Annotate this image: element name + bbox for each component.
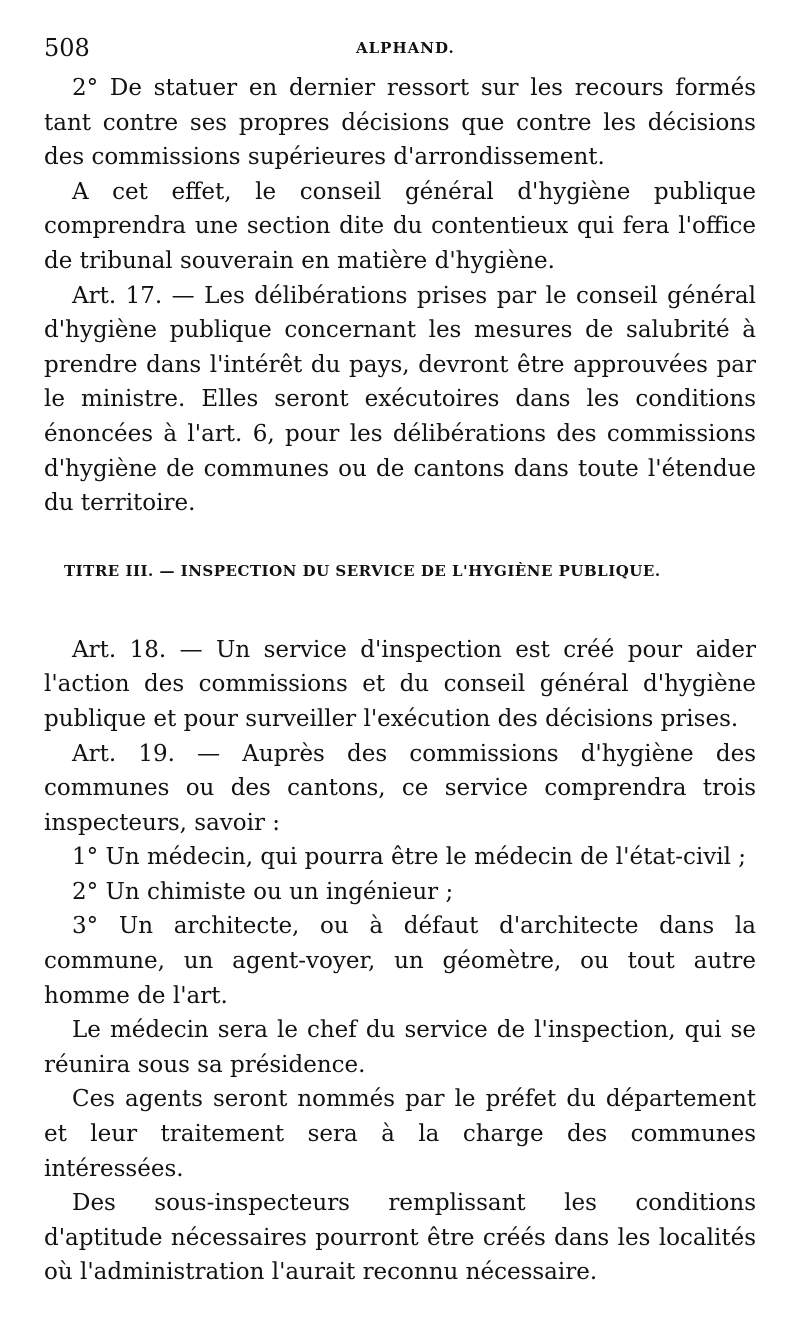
paragraph: Ces agents seront nommés par le préfet du département et leur traitement sera à la charge des communes intéressées. <box>44 1086 756 1182</box>
running-title: ALPHAND. <box>356 39 455 57</box>
paragraph: A cet effet, le conseil général d'hygiène publique comprendra une section dite du contentieux qui fera l'office de tribunal souverain en matière d'hygiène. <box>44 178 756 274</box>
page-body <box>44 71 756 1290</box>
running-header <box>44 34 756 66</box>
list-item: 2° Un chimiste ou un ingénieur ; <box>72 878 454 905</box>
list-item: 1° Un médecin, qui pourra être le médecin de l'état-civil ; <box>72 844 747 871</box>
paragraph: Art. 19. — Auprès des commissions d'hygiène des communes ou des cantons, ce service comprendra trois inspecteurs, savoir : <box>44 740 756 836</box>
paragraph: Art. 17. — Les délibérations prises par le conseil général d'hygiène publique concernant les mesures de salubrité à prendre dans l'intérêt du pays, devront être approuvées par le ministre. Elles seront exécutoires dans les conditions énoncées à l'art. 6, pour les délibérations des commissions d'hygiène de communes ou de cantons dans toute l'étendue du territoire. <box>44 282 756 517</box>
section-title: TITRE III. — INSPECTION DU SERVICE DE L'HYGIÈNE PUBLIQUE. <box>64 561 661 580</box>
list-item: 3° Un architecte, ou à défaut d'architecte dans la commune, un agent-voyer, un géomètre, ou tout autre homme de l'art. <box>44 913 756 1009</box>
page-number: 508 <box>44 34 90 62</box>
paragraph: Des sous-inspecteurs remplissant les conditions d'aptitude nécessaires pourront être créés dans les localités où l'administration l'aurait reconnu nécessaire. <box>44 1190 756 1286</box>
paragraph: Le médecin sera le chef du service de l'inspection, qui se réunira sous sa présidence. <box>44 1017 756 1078</box>
paragraph: 2° De statuer en dernier ressort sur les recours formés tant contre ses propres décisions que contre les décisions des commissions supérieures d'arrondissement. <box>44 75 756 171</box>
paragraph: Art. 18. — Un service d'inspection est créé pour aider l'action des commissions et du conseil général d'hygiène publique et pour surveiller l'exécution des décisions prises. <box>44 636 756 732</box>
